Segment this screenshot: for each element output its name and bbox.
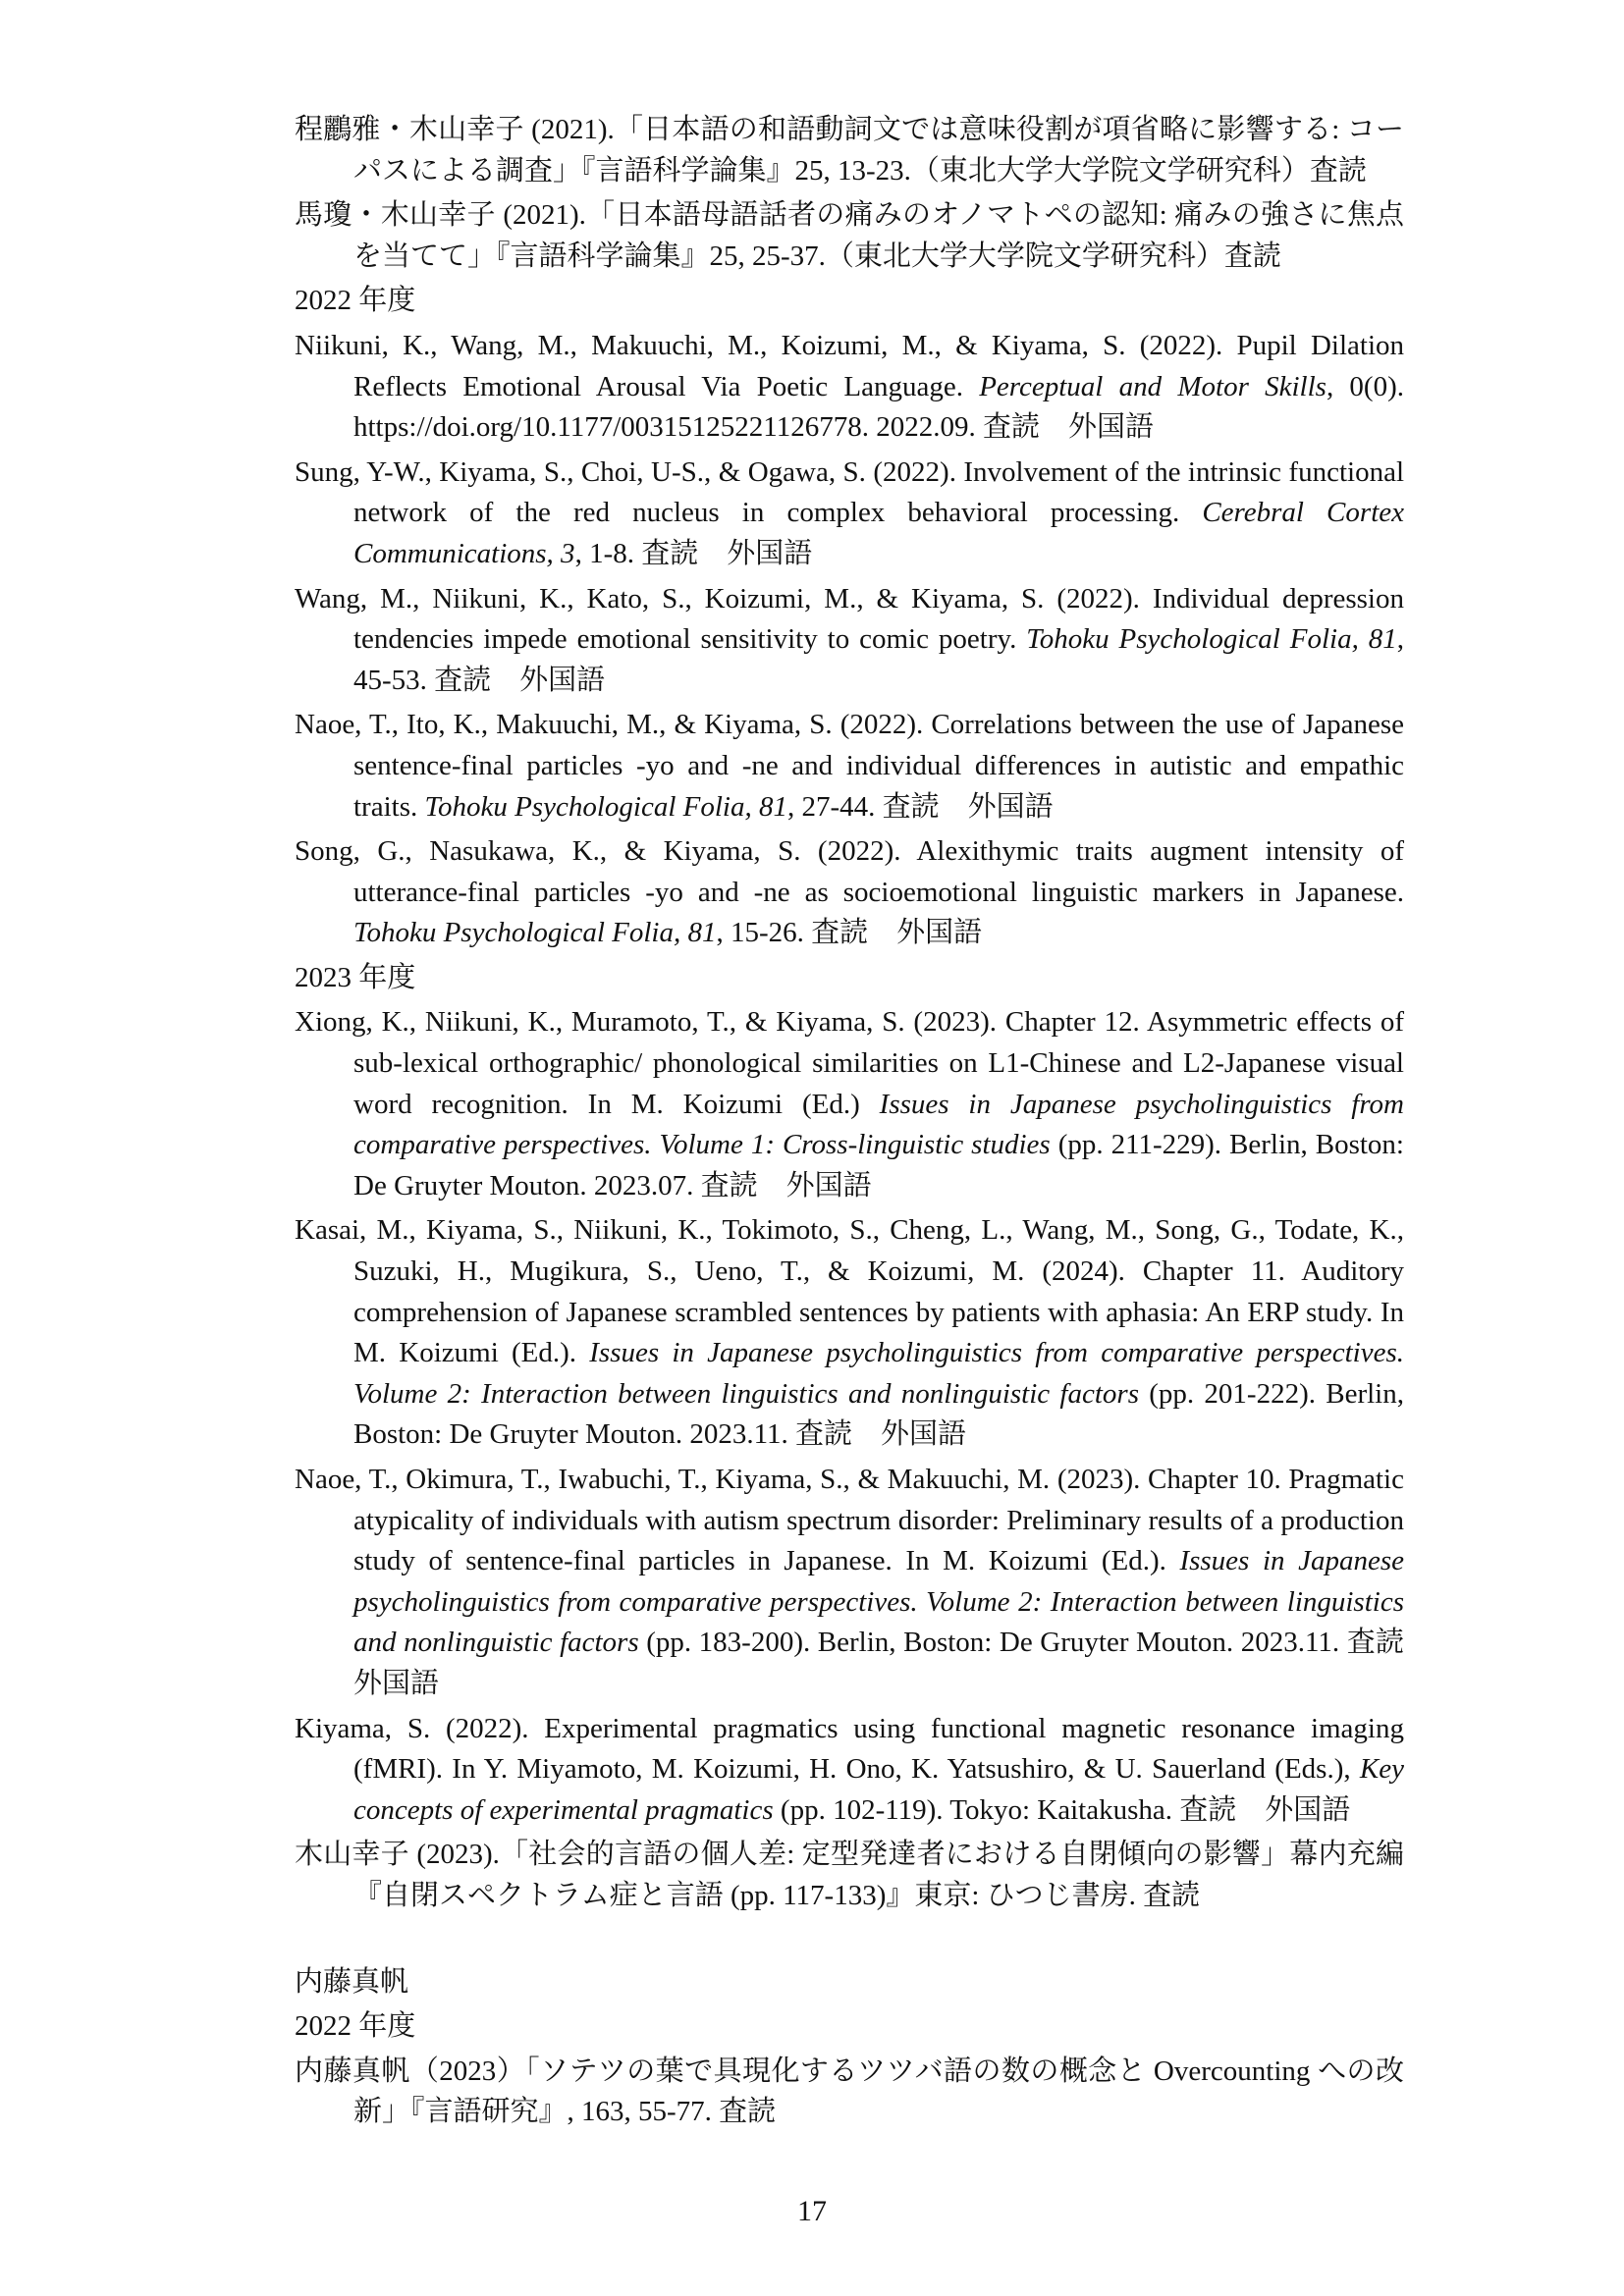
section-spacer (295, 1921, 1404, 1962)
author-name-heading: 内藤真帆 (295, 1965, 409, 1998)
citation-text: Naoe, T., Ito, K., Makuuchi, M., & Kiyama, S. (2022). Correlations between the use of Japanese sentence-final particles -yo and -ne and individual differences in autistic and empathic traits. (295, 709, 1404, 823)
citation-text: Kasai, M., Kiyama, S., Niikuni, K., Tokimoto, S., Cheng, L., Wang, M., Song, G., Todate, K., Suzuki, H., Mugikura, S., Ueno, T., & Koizumi, M. (2024). Chapter 11. Auditory comprehension of Japanese scrambled sentences by patients with aphasia: An ERP study. In M. Koizumi (Ed.). (295, 1214, 1404, 1369)
citation-details: (pp. 201-222). Berlin, Boston: De Gruyter Mouton. 2023.11. 査読 外国語 (353, 1377, 1404, 1451)
book-title: Issues in Japanese psycholinguistics from comparative perspectives. Volume 1: Cross-linguistic studies (353, 1088, 1405, 1161)
reference-entry (295, 453, 1404, 575)
document-body (295, 110, 1434, 2137)
citation-details: , 45-53. 査読 外国語 (353, 623, 1405, 696)
citation-text: Wang, M., Niikuni, K., Kato, S., Koizumi, M., & Kiyama, S. (2022). Individual depression tendencies impede emotional sensitivity to comic poetry. (295, 582, 1404, 656)
book-title: Issues in Japanese psycholinguistics from comparative perspectives. Volume 2: Interaction between linguistics and nonlinguistic factors (353, 1337, 1404, 1410)
year-heading-2022: 2022 年度 (295, 285, 416, 317)
reference-entry (295, 326, 1404, 449)
citation-text: Kiyama, S. (2022). Experimental pragmatics using functional magnetic resonance imaging (fMRI). In Y. Miyamoto, M. Koizumi, H. Ono, K. Yatsushiro, & U. Sauerland (Eds.), (295, 1712, 1404, 1786)
citation-text: Xiong, K., Niikuni, K., Muramoto, T., & Kiyama, S. (2023). Chapter 12. Asymmetric effects of sub-lexical orthographic/ phonological similarities on L1-Chinese and L2-Japanese visual word recognition. In M. Koizumi (Ed.) (295, 1006, 1404, 1120)
journal-title: Tohoku Psychological Folia, 81 (353, 917, 717, 949)
reference-entry (295, 1002, 1404, 1206)
citation-text: Sung, Y-W., Kiyama, S., Choi, U-S., & Ogawa, S. (2022). Involvement of the intrinsic functional network of the red nucleus in complex behavioral processing. (295, 455, 1404, 529)
citation-text: Niikuni, K., Wang, M., Makuuchi, M., Koizumi, M., & Kiyama, S. (2022). Pupil Dilation Reflects Emotional Arousal Via Poetic Language. (295, 329, 1404, 402)
reference-entry (295, 1709, 1404, 1832)
book-title: Issues in Japanese psycholinguistics from comparative perspectives. Volume 2: Interaction between linguistics and nonlinguistic factors (353, 1545, 1404, 1659)
book-title: Key concepts of experimental pragmatics (353, 1753, 1404, 1826)
page-number: 17 (797, 2195, 827, 2227)
citation-details: , 0(0). https://doi.org/10.1177/00315125221126778. 2022.09. 査読 外国語 (353, 370, 1404, 444)
citation-details: , 1-8. 査読 外国語 (574, 537, 813, 569)
citation-text: Song, G., Nasukawa, K., & Kiyama, S. (2022). Alexithymic traits augment intensity of utterance-final particles -yo and -ne as socioemotional linguistic markers in Japanese. (295, 835, 1404, 908)
journal-title: Tohoku Psychological Folia, 81 (1026, 623, 1397, 656)
citation-text: 木山幸子 (2023).「社会的言語の個人差: 定型発達者における自閉傾向の影響」幕内充編『自閉スペクトラム症と言語 (pp. 117-133)』東京: ひつじ書房. 査読 (295, 1839, 1404, 1911)
citation-details: (pp. 102-119). Tokyo: Kaitakusha. 査読 外国語 (773, 1793, 1351, 1826)
reference-entry (295, 579, 1404, 702)
reference-entry (295, 1210, 1404, 1456)
citation-details: , 27-44. 査読 外国語 (786, 790, 1054, 823)
citation-text: Naoe, T., Okimura, T., Iwabuchi, T., Kiyama, S., & Makuuchi, M. (2023). Chapter 10. Pragmatic atypicality of individuals with autism spectrum disorder: Preliminary results of a production study of sentence-final particles in Japanese. In M. Koizumi (Ed.). (295, 1464, 1404, 1577)
journal-title: Cerebral Cortex Communications, 3 (353, 497, 1404, 569)
reference-entry: 内藤真帆（2023）「ソテツの葉で具現化するツツバ語の数の概念と Overcounting への改新」『言語研究』, 163, 55-77. 査読 (295, 2055, 1404, 2128)
journal-title: Tohoku Psychological Folia, 81 (424, 790, 787, 823)
year-heading-2022: 2022 年度 (295, 2010, 416, 2043)
reference-entry (295, 1460, 1434, 1705)
citation-details: , 15-26. 査読 外国語 (716, 917, 983, 949)
reference-entry (295, 705, 1404, 828)
journal-title: Perceptual and Motor Skills (979, 370, 1326, 402)
citation-details: (pp. 211-229). Berlin, Boston: De Gruyter Mouton. 2023.07. 査読 外国語 (353, 1129, 1404, 1201)
reference-entry: 馬瓊・木山幸子 (2021).「日本語母語話者の痛みのオノマトペの認知: 痛みの強さに焦点を当てて」『言語科学論集』25, 25-37.（東北大学大学院文学研究科）査読 (295, 199, 1404, 272)
reference-entry (295, 831, 1404, 954)
reference-entry (295, 1835, 1404, 1916)
citation-details: (pp. 183-200). Berlin, Boston: De Gruyter Mouton. 2023.11. 査読 外国語 (353, 1627, 1434, 1699)
reference-entry: 程鸝雅・木山幸子 (2021).「日本語の和語動詞文では意味役割が項省略に影響する: コーパスによる調査」『言語科学論集』25, 13-23.（東北大学大学院文学研究科）査読 (295, 114, 1404, 187)
year-heading-2023: 2023 年度 (295, 961, 416, 993)
